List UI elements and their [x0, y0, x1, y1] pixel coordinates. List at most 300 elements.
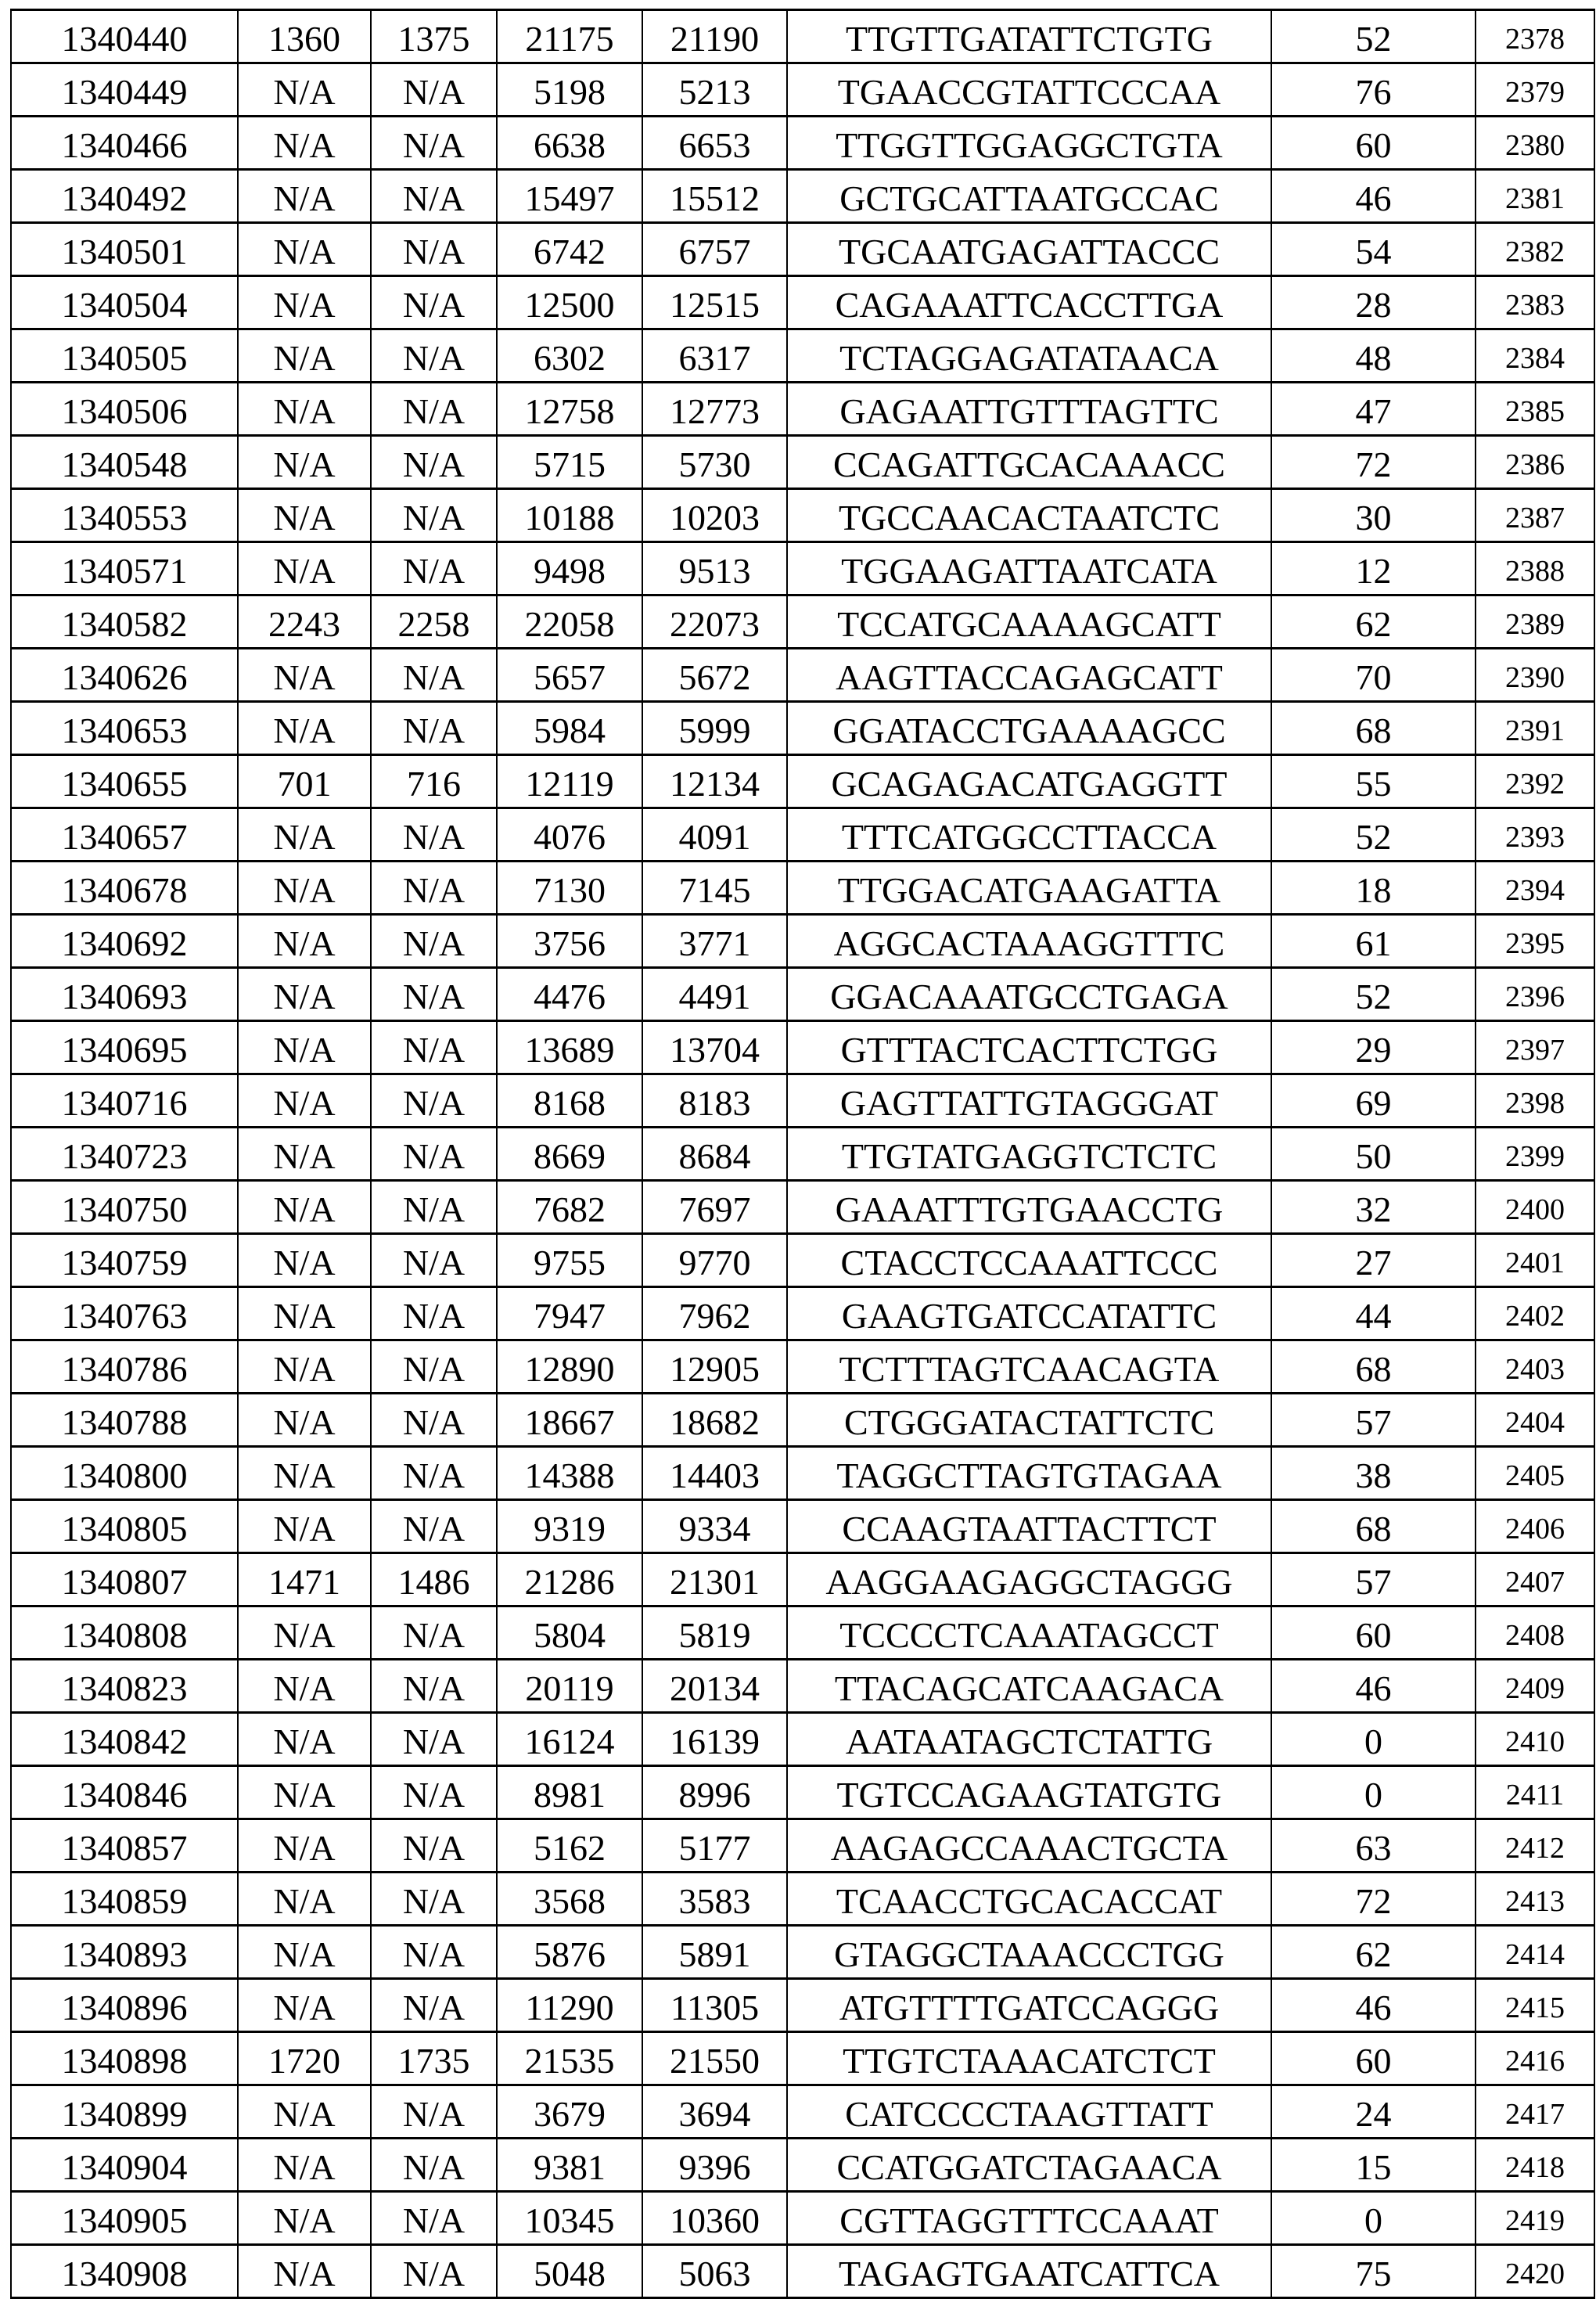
start-site-1-cell: N/A	[238, 1128, 371, 1181]
seq-id-no-cell: 2395	[1476, 915, 1594, 968]
stop-site-2-cell: 4491	[642, 968, 787, 1021]
table-row	[11, 2192, 1594, 2245]
stop-site-2-cell: 8996	[642, 1766, 787, 1819]
sequence-cell: TTTCATGGCCTTACCA	[787, 808, 1271, 862]
inhibition-percent-cell: 57	[1271, 1553, 1476, 1606]
compound-id-cell: 1340898	[11, 2032, 238, 2085]
sequence-cell: TAGGCTTAGTGTAGAA	[787, 1447, 1271, 1500]
seq-id-no-cell: 2396	[1476, 968, 1594, 1021]
start-site-1-cell: N/A	[238, 170, 371, 223]
compound-id-cell: 1340692	[11, 915, 238, 968]
compound-id-cell: 1340759	[11, 1234, 238, 1287]
sequence-cell: GGACAAATGCCTGAGA	[787, 968, 1271, 1021]
seq-id-no-cell: 2413	[1476, 1873, 1594, 1926]
stop-site-1-cell: N/A	[371, 383, 497, 436]
stop-site-2-cell: 9770	[642, 1234, 787, 1287]
inhibition-percent-cell: 46	[1271, 170, 1476, 223]
sequence-cell: TCAACCTGCACACCAT	[787, 1873, 1271, 1926]
inhibition-percent-cell: 52	[1271, 968, 1476, 1021]
table-row	[11, 1287, 1594, 1340]
start-site-1-cell: N/A	[238, 436, 371, 489]
sequence-cell: TGCCAACACTAATCTC	[787, 489, 1271, 542]
inhibition-percent-cell: 32	[1271, 1181, 1476, 1234]
sequence-cell: TCCCCTCAAATAGCCT	[787, 1606, 1271, 1660]
seq-id-no-cell: 2391	[1476, 702, 1594, 755]
stop-site-2-cell: 10203	[642, 489, 787, 542]
sequence-cell: AAGGAAGAGGCTAGGG	[787, 1553, 1271, 1606]
sequence-cell: GAGAATTGTTTAGTTC	[787, 383, 1271, 436]
stop-site-1-cell: N/A	[371, 1713, 497, 1766]
inhibition-percent-cell: 0	[1271, 2192, 1476, 2245]
inhibition-percent-cell: 68	[1271, 1500, 1476, 1553]
seq-id-no-cell: 2380	[1476, 117, 1594, 170]
stop-site-1-cell: N/A	[371, 1926, 497, 1979]
stop-site-2-cell: 21301	[642, 1553, 787, 1606]
inhibition-percent-cell: 27	[1271, 1234, 1476, 1287]
start-site-1-cell: N/A	[238, 2139, 371, 2192]
start-site-2-cell: 14388	[497, 1447, 642, 1500]
stop-site-1-cell: 1486	[371, 1553, 497, 1606]
stop-site-1-cell: N/A	[371, 1979, 497, 2032]
start-site-2-cell: 5198	[497, 63, 642, 117]
seq-id-no-cell: 2388	[1476, 542, 1594, 595]
stop-site-1-cell: N/A	[371, 276, 497, 329]
start-site-2-cell: 5804	[497, 1606, 642, 1660]
stop-site-2-cell: 7145	[642, 862, 787, 915]
stop-site-1-cell: N/A	[371, 702, 497, 755]
stop-site-1-cell: N/A	[371, 1447, 497, 1500]
inhibition-percent-cell: 60	[1271, 1606, 1476, 1660]
start-site-1-cell: N/A	[238, 2245, 371, 2298]
sequence-cell: CCATGGATCTAGAACA	[787, 2139, 1271, 2192]
compound-id-cell: 1340723	[11, 1128, 238, 1181]
sequence-cell: CTACCTCCAAATTCCC	[787, 1234, 1271, 1287]
sequence-cell: GAAATTTGTGAACCTG	[787, 1181, 1271, 1234]
sequence-cell: TTGTCTAAACATCTCT	[787, 2032, 1271, 2085]
compound-id-cell: 1340807	[11, 1553, 238, 1606]
seq-id-no-cell: 2398	[1476, 1074, 1594, 1128]
table-row	[11, 383, 1594, 436]
inhibition-percent-cell: 0	[1271, 1766, 1476, 1819]
seq-id-no-cell: 2415	[1476, 1979, 1594, 2032]
start-site-2-cell: 8981	[497, 1766, 642, 1819]
seq-id-no-cell: 2383	[1476, 276, 1594, 329]
compound-id-cell: 1340653	[11, 702, 238, 755]
stop-site-1-cell: N/A	[371, 808, 497, 862]
start-site-1-cell: N/A	[238, 276, 371, 329]
stop-site-2-cell: 10360	[642, 2192, 787, 2245]
table-row	[11, 489, 1594, 542]
sequence-cell: TGCAATGAGATTACCC	[787, 223, 1271, 276]
stop-site-2-cell: 4091	[642, 808, 787, 862]
stop-site-1-cell: N/A	[371, 649, 497, 702]
sequence-cell: TCTAGGAGATATAACA	[787, 329, 1271, 383]
oligo-data-table	[10, 9, 1595, 2299]
table-row	[11, 63, 1594, 117]
table-row	[11, 1500, 1594, 1553]
sequence-cell: TGAACCGTATTCCCAA	[787, 63, 1271, 117]
seq-id-no-cell: 2390	[1476, 649, 1594, 702]
stop-site-1-cell: N/A	[371, 1021, 497, 1074]
start-site-2-cell: 12500	[497, 276, 642, 329]
seq-id-no-cell: 2403	[1476, 1340, 1594, 1394]
sequence-cell: GTAGGCTAAACCCTGG	[787, 1926, 1271, 1979]
inhibition-percent-cell: 15	[1271, 2139, 1476, 2192]
stop-site-2-cell: 16139	[642, 1713, 787, 1766]
seq-id-no-cell: 2385	[1476, 383, 1594, 436]
inhibition-percent-cell: 75	[1271, 2245, 1476, 2298]
table-row	[11, 1074, 1594, 1128]
stop-site-1-cell: N/A	[371, 170, 497, 223]
table-row	[11, 2085, 1594, 2139]
compound-id-cell: 1340842	[11, 1713, 238, 1766]
compound-id-cell: 1340657	[11, 808, 238, 862]
stop-site-2-cell: 8183	[642, 1074, 787, 1128]
start-site-2-cell: 9319	[497, 1500, 642, 1553]
compound-id-cell: 1340788	[11, 1394, 238, 1447]
start-site-2-cell: 21535	[497, 2032, 642, 2085]
inhibition-percent-cell: 70	[1271, 649, 1476, 702]
table-row	[11, 1394, 1594, 1447]
start-site-2-cell: 12758	[497, 383, 642, 436]
start-site-1-cell: N/A	[238, 915, 371, 968]
start-site-2-cell: 9381	[497, 2139, 642, 2192]
start-site-2-cell: 4476	[497, 968, 642, 1021]
stop-site-2-cell: 5213	[642, 63, 787, 117]
inhibition-percent-cell: 62	[1271, 1926, 1476, 1979]
start-site-1-cell: N/A	[238, 1234, 371, 1287]
compound-id-cell: 1340571	[11, 542, 238, 595]
start-site-1-cell: N/A	[238, 1606, 371, 1660]
compound-id-cell: 1340896	[11, 1979, 238, 2032]
stop-site-1-cell: N/A	[371, 1660, 497, 1713]
seq-id-no-cell: 2410	[1476, 1713, 1594, 1766]
seq-id-no-cell: 2399	[1476, 1128, 1594, 1181]
start-site-1-cell: N/A	[238, 1181, 371, 1234]
table-row	[11, 542, 1594, 595]
inhibition-percent-cell: 47	[1271, 383, 1476, 436]
stop-site-2-cell: 9513	[642, 542, 787, 595]
stop-site-2-cell: 5730	[642, 436, 787, 489]
compound-id-cell: 1340808	[11, 1606, 238, 1660]
compound-id-cell: 1340695	[11, 1021, 238, 1074]
start-site-2-cell: 3679	[497, 2085, 642, 2139]
stop-site-2-cell: 14403	[642, 1447, 787, 1500]
stop-site-2-cell: 3694	[642, 2085, 787, 2139]
stop-site-2-cell: 5999	[642, 702, 787, 755]
table-row	[11, 649, 1594, 702]
stop-site-2-cell: 6757	[642, 223, 787, 276]
inhibition-percent-cell: 46	[1271, 1660, 1476, 1713]
stop-site-1-cell: N/A	[371, 1074, 497, 1128]
stop-site-1-cell: N/A	[371, 1287, 497, 1340]
table-row	[11, 1926, 1594, 1979]
compound-id-cell: 1340786	[11, 1340, 238, 1394]
compound-id-cell: 1340655	[11, 755, 238, 808]
table-row	[11, 1606, 1594, 1660]
stop-site-2-cell: 3583	[642, 1873, 787, 1926]
start-site-2-cell: 12890	[497, 1340, 642, 1394]
sequence-cell: TAGAGTGAATCATTCA	[787, 2245, 1271, 2298]
start-site-2-cell: 5048	[497, 2245, 642, 2298]
stop-site-1-cell: N/A	[371, 1340, 497, 1394]
start-site-1-cell: N/A	[238, 1500, 371, 1553]
stop-site-2-cell: 9396	[642, 2139, 787, 2192]
start-site-2-cell: 20119	[497, 1660, 642, 1713]
table-row	[11, 1660, 1594, 1713]
inhibition-percent-cell: 29	[1271, 1021, 1476, 1074]
start-site-2-cell: 3568	[497, 1873, 642, 1926]
stop-site-2-cell: 5063	[642, 2245, 787, 2298]
table-row	[11, 1873, 1594, 1926]
inhibition-percent-cell: 63	[1271, 1819, 1476, 1873]
inhibition-percent-cell: 60	[1271, 117, 1476, 170]
inhibition-percent-cell: 52	[1271, 10, 1476, 63]
sequence-cell: TCCATGCAAAAGCATT	[787, 595, 1271, 649]
stop-site-1-cell: N/A	[371, 1873, 497, 1926]
table-row	[11, 2139, 1594, 2192]
stop-site-1-cell: N/A	[371, 862, 497, 915]
start-site-1-cell: N/A	[238, 542, 371, 595]
sequence-cell: AATAATAGCTCTATTG	[787, 1713, 1271, 1766]
compound-id-cell: 1340805	[11, 1500, 238, 1553]
table-row	[11, 1553, 1594, 1606]
stop-site-2-cell: 12773	[642, 383, 787, 436]
start-site-2-cell: 6638	[497, 117, 642, 170]
start-site-2-cell: 8168	[497, 1074, 642, 1128]
table-row	[11, 117, 1594, 170]
start-site-2-cell: 9498	[497, 542, 642, 595]
stop-site-1-cell: N/A	[371, 1606, 497, 1660]
start-site-2-cell: 6302	[497, 329, 642, 383]
sequence-cell: CCAAGTAATTACTTCT	[787, 1500, 1271, 1553]
inhibition-percent-cell: 38	[1271, 1447, 1476, 1500]
compound-id-cell: 1340904	[11, 2139, 238, 2192]
stop-site-1-cell: N/A	[371, 1181, 497, 1234]
stop-site-1-cell: N/A	[371, 436, 497, 489]
start-site-1-cell: N/A	[238, 1819, 371, 1873]
compound-id-cell: 1340548	[11, 436, 238, 489]
seq-id-no-cell: 2414	[1476, 1926, 1594, 1979]
compound-id-cell: 1340501	[11, 223, 238, 276]
sequence-cell: GCAGAGACATGAGGTT	[787, 755, 1271, 808]
start-site-1-cell: N/A	[238, 968, 371, 1021]
start-site-2-cell: 9755	[497, 1234, 642, 1287]
sequence-cell: CTGGGATACTATTCTC	[787, 1394, 1271, 1447]
table-row	[11, 1181, 1594, 1234]
compound-id-cell: 1340857	[11, 1819, 238, 1873]
stop-site-2-cell: 12905	[642, 1340, 787, 1394]
stop-site-1-cell: N/A	[371, 1234, 497, 1287]
seq-id-no-cell: 2406	[1476, 1500, 1594, 1553]
table-row	[11, 2032, 1594, 2085]
stop-site-1-cell: N/A	[371, 2085, 497, 2139]
stop-site-1-cell: N/A	[371, 1819, 497, 1873]
inhibition-percent-cell: 60	[1271, 2032, 1476, 2085]
inhibition-percent-cell: 28	[1271, 276, 1476, 329]
seq-id-no-cell: 2401	[1476, 1234, 1594, 1287]
stop-site-1-cell: N/A	[371, 2192, 497, 2245]
sequence-cell: TTGTATGAGGTCTCTC	[787, 1128, 1271, 1181]
seq-id-no-cell: 2387	[1476, 489, 1594, 542]
seq-id-no-cell: 2404	[1476, 1394, 1594, 1447]
stop-site-2-cell: 12515	[642, 276, 787, 329]
sequence-cell: CGTTAGGTTTCCAAAT	[787, 2192, 1271, 2245]
start-site-1-cell: 1360	[238, 10, 371, 63]
seq-id-no-cell: 2409	[1476, 1660, 1594, 1713]
sequence-cell: GGATACCTGAAAAGCC	[787, 702, 1271, 755]
sequence-cell: TTGGTTGGAGGCTGTA	[787, 117, 1271, 170]
stop-site-2-cell: 5672	[642, 649, 787, 702]
compound-id-cell: 1340505	[11, 329, 238, 383]
stop-site-2-cell: 9334	[642, 1500, 787, 1553]
sequence-cell: TTACAGCATCAAGACA	[787, 1660, 1271, 1713]
start-site-2-cell: 3756	[497, 915, 642, 968]
compound-id-cell: 1340504	[11, 276, 238, 329]
start-site-2-cell: 10188	[497, 489, 642, 542]
seq-id-no-cell: 2408	[1476, 1606, 1594, 1660]
start-site-2-cell: 5162	[497, 1819, 642, 1873]
compound-id-cell: 1340899	[11, 2085, 238, 2139]
seq-id-no-cell: 2417	[1476, 2085, 1594, 2139]
seq-id-no-cell: 2420	[1476, 2245, 1594, 2298]
table-row	[11, 1713, 1594, 1766]
start-site-2-cell: 5876	[497, 1926, 642, 1979]
inhibition-percent-cell: 52	[1271, 808, 1476, 862]
start-site-1-cell: N/A	[238, 1021, 371, 1074]
compound-id-cell: 1340693	[11, 968, 238, 1021]
stop-site-2-cell: 22073	[642, 595, 787, 649]
stop-site-1-cell: N/A	[371, 2139, 497, 2192]
stop-site-1-cell: N/A	[371, 2245, 497, 2298]
sequence-cell: GCTGCATTAATGCCAC	[787, 170, 1271, 223]
compound-id-cell: 1340763	[11, 1287, 238, 1340]
compound-id-cell: 1340908	[11, 2245, 238, 2298]
start-site-2-cell: 13689	[497, 1021, 642, 1074]
table-row	[11, 595, 1594, 649]
compound-id-cell: 1340893	[11, 1926, 238, 1979]
stop-site-1-cell: N/A	[371, 1394, 497, 1447]
stop-site-1-cell: 1375	[371, 10, 497, 63]
start-site-2-cell: 7130	[497, 862, 642, 915]
seq-id-no-cell: 2418	[1476, 2139, 1594, 2192]
sequence-cell: AAGAGCCAAACTGCTA	[787, 1819, 1271, 1873]
sequence-cell: TTGTTGATATTCTGTG	[787, 10, 1271, 63]
start-site-1-cell: 1720	[238, 2032, 371, 2085]
inhibition-percent-cell: 50	[1271, 1128, 1476, 1181]
inhibition-percent-cell: 69	[1271, 1074, 1476, 1128]
start-site-1-cell: 1471	[238, 1553, 371, 1606]
start-site-1-cell: N/A	[238, 1713, 371, 1766]
compound-id-cell: 1340859	[11, 1873, 238, 1926]
sequence-cell: TGTCCAGAAGTATGTG	[787, 1766, 1271, 1819]
start-site-2-cell: 10345	[497, 2192, 642, 2245]
start-site-1-cell: N/A	[238, 808, 371, 862]
stop-site-1-cell: N/A	[371, 1500, 497, 1553]
start-site-2-cell: 6742	[497, 223, 642, 276]
start-site-1-cell: N/A	[238, 63, 371, 117]
stop-site-2-cell: 12134	[642, 755, 787, 808]
compound-id-cell: 1340582	[11, 595, 238, 649]
sequence-cell: GAGTTATTGTAGGGAT	[787, 1074, 1271, 1128]
seq-id-no-cell: 2382	[1476, 223, 1594, 276]
sequence-cell: GTTTACTCACTTCTGG	[787, 1021, 1271, 1074]
inhibition-percent-cell: 57	[1271, 1394, 1476, 1447]
compound-id-cell: 1340553	[11, 489, 238, 542]
start-site-1-cell: N/A	[238, 1074, 371, 1128]
sequence-cell: GAAGTGATCCATATTC	[787, 1287, 1271, 1340]
start-site-2-cell: 7682	[497, 1181, 642, 1234]
seq-id-no-cell: 2381	[1476, 170, 1594, 223]
inhibition-percent-cell: 44	[1271, 1287, 1476, 1340]
inhibition-percent-cell: 72	[1271, 1873, 1476, 1926]
inhibition-percent-cell: 18	[1271, 862, 1476, 915]
inhibition-percent-cell: 54	[1271, 223, 1476, 276]
table-row	[11, 276, 1594, 329]
stop-site-1-cell: N/A	[371, 915, 497, 968]
seq-id-no-cell: 2412	[1476, 1819, 1594, 1873]
stop-site-1-cell: N/A	[371, 489, 497, 542]
compound-id-cell: 1340800	[11, 1447, 238, 1500]
table-row	[11, 755, 1594, 808]
table-row	[11, 1021, 1594, 1074]
seq-id-no-cell: 2402	[1476, 1287, 1594, 1340]
start-site-2-cell: 8669	[497, 1128, 642, 1181]
inhibition-percent-cell: 12	[1271, 542, 1476, 595]
sequence-cell: CCAGATTGCACAAACC	[787, 436, 1271, 489]
inhibition-percent-cell: 0	[1271, 1713, 1476, 1766]
table-row	[11, 1128, 1594, 1181]
stop-site-1-cell: N/A	[371, 968, 497, 1021]
seq-id-no-cell: 2397	[1476, 1021, 1594, 1074]
stop-site-1-cell: N/A	[371, 542, 497, 595]
start-site-1-cell: N/A	[238, 117, 371, 170]
sequence-cell: CAGAAATTCACCTTGA	[787, 276, 1271, 329]
seq-id-no-cell: 2407	[1476, 1553, 1594, 1606]
compound-id-cell: 1340626	[11, 649, 238, 702]
stop-site-2-cell: 8684	[642, 1128, 787, 1181]
table-row	[11, 1234, 1594, 1287]
stop-site-1-cell: 2258	[371, 595, 497, 649]
start-site-2-cell: 5715	[497, 436, 642, 489]
stop-site-2-cell: 13704	[642, 1021, 787, 1074]
start-site-1-cell: N/A	[238, 1287, 371, 1340]
start-site-1-cell: N/A	[238, 489, 371, 542]
table-row	[11, 2245, 1594, 2298]
seq-id-no-cell: 2416	[1476, 2032, 1594, 2085]
table-row	[11, 862, 1594, 915]
table-row	[11, 329, 1594, 383]
stop-site-2-cell: 5819	[642, 1606, 787, 1660]
start-site-1-cell: N/A	[238, 649, 371, 702]
table-row	[11, 702, 1594, 755]
start-site-1-cell: 701	[238, 755, 371, 808]
stop-site-1-cell: N/A	[371, 223, 497, 276]
stop-site-2-cell: 20134	[642, 1660, 787, 1713]
table-row	[11, 170, 1594, 223]
inhibition-percent-cell: 76	[1271, 63, 1476, 117]
inhibition-percent-cell: 68	[1271, 1340, 1476, 1394]
start-site-1-cell: N/A	[238, 862, 371, 915]
inhibition-percent-cell: 55	[1271, 755, 1476, 808]
seq-id-no-cell: 2411	[1476, 1766, 1594, 1819]
stop-site-1-cell: N/A	[371, 1766, 497, 1819]
start-site-1-cell: N/A	[238, 2192, 371, 2245]
start-site-2-cell: 22058	[497, 595, 642, 649]
stop-site-2-cell: 5891	[642, 1926, 787, 1979]
stop-site-2-cell: 6317	[642, 329, 787, 383]
start-site-2-cell: 5657	[497, 649, 642, 702]
